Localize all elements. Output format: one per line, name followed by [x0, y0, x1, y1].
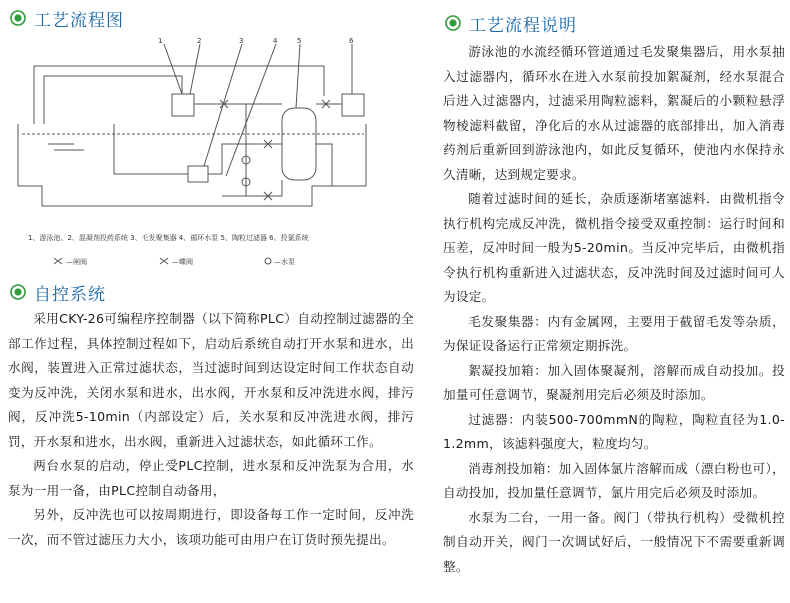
pipe-b	[208, 144, 282, 174]
flow-description-body	[443, 40, 785, 579]
paragraph: 另外，反冲洗也可以按周期进行，即设备每工作一定时间，反冲洗一次，而不管过滤压力大小，该项功能可由用户在订货时预先提出。	[8, 507, 414, 547]
process-flow-diagram	[14, 36, 414, 268]
heading-text: 工艺流程图	[34, 10, 124, 31]
chlorine-box-6	[342, 94, 364, 116]
auto-control-body	[8, 307, 414, 552]
legend-valve-symbol	[54, 258, 62, 264]
water-marks	[48, 144, 84, 150]
paragraph: 过滤器：内装500-700mmN的陶粒，陶粒直径为1.0-1.2mm，该滤料强度大，粒度均匀。	[443, 411, 785, 451]
leader-1	[164, 44, 182, 94]
pool-outline	[18, 124, 366, 206]
heading-text: 工艺流程说明	[469, 15, 577, 36]
legend-pump: —水泵	[274, 258, 295, 266]
section-heading-flow-description	[445, 10, 577, 36]
bullet-circle-icon	[10, 284, 26, 300]
paragraph: 消毒剂投加箱：加入固体氯片溶解而成（漂白粉也可），自动投加，投加量任意调节，氯片用完后必须及时添加。	[443, 460, 785, 500]
label-6: 6	[349, 37, 354, 45]
hair-collector-3	[188, 166, 208, 182]
section-heading-flow-diagram	[10, 5, 124, 31]
filter-tank-5	[282, 108, 316, 180]
dosing-box-2	[172, 94, 194, 116]
leader-5	[296, 44, 300, 108]
paragraph: 游泳池的水流经循环管道通过毛发聚集器后，用水泵抽入过滤器内，循环水在进入水泵前投加絮凝剂，经水泵混合后进入过滤器内，过滤采用陶粒滤料，絮凝后的小颗粒悬浮物棱滤料截留，净化后的水从过滤器的底部排出，加入消毒药剂后重新回到游泳池内，如此反复循环，使池内水保持永久清晰，达到规定要求。	[443, 44, 785, 182]
legend-check: —蝶阀	[172, 258, 193, 266]
section-heading-auto-control	[10, 279, 106, 305]
leader-4	[226, 44, 276, 176]
label-4: 4	[273, 37, 278, 45]
legend-valve: —闸阀	[66, 258, 87, 266]
return-pipe	[114, 124, 188, 174]
heading-text: 自控系统	[34, 284, 106, 305]
label-2: 2	[197, 37, 202, 45]
label-1: 1	[158, 37, 163, 45]
leader-2	[190, 44, 200, 94]
label-3: 3	[239, 37, 244, 45]
diagram-legend: 1、游泳池、2、混凝剂投药系统 3、毛发聚集器 4、循环水泵 5、陶粒过滤器 6、投氯系统	[28, 234, 309, 242]
label-5: 5	[297, 37, 302, 45]
bullet-circle-icon	[10, 10, 26, 26]
flow-diagram-svg	[14, 36, 414, 268]
inner-pipe	[44, 76, 182, 124]
legend-check-symbol	[160, 258, 168, 264]
paragraph: 两台水泵的启动，停止受PLC控制，进水泵和反冲洗泵为合用，水泵为一用一备，由PLC控制自动备用，	[8, 458, 414, 498]
paragraph: 絮凝投加箱：加入固体聚凝剂，溶解而成自动投加。投加量可任意调节，聚凝剂用完后必须及时添加。	[443, 362, 785, 402]
pipe-e	[316, 144, 332, 186]
paragraph: 随着过滤时间的延长，杂质逐渐堵塞滤料．由微机指令执行机构完成反冲洗，微机指令接受双重控制：运行时间和压差，反冲时间一般为5-20min。当反冲完毕后，由微机指令执行机构重新进入过滤状态，反冲洗时间及过滤时间可人为设定。	[443, 191, 785, 304]
top-pipe	[34, 66, 324, 124]
paragraph: 水泵为二台，一用一备。阀门（带执行机构）受微机控制自动开关，阀门一次调试好后，一般情况下不需要重新调整。	[443, 509, 785, 574]
paragraph: 采用CKY-26可编程序控制器（以下简称PLC）自动控制过滤器的全部工作过程，具体控制过程如下，启动后系统自动打开水泵和进水，出水阀，装置进入正常过滤状态，当过滤时间到达设定时间工作状态自动变为反冲洗，关闭水泵和进水，出水阀，开水泵和反冲洗进水阀，排污阀，反冲洗5-10min（内部设定）后，关水泵和反冲洗进水阀，排污罚，开水泵和进水，出水阀，重新进入过滤状态，如此循环工作。	[8, 311, 414, 449]
legend-pump-symbol	[265, 258, 271, 264]
bullet-circle-icon	[445, 15, 461, 31]
pipe-c	[222, 180, 282, 196]
paragraph: 毛发聚集器：内有金属网，主要用于截留毛发等杂质，为保证设备运行正常须定期拆洗。	[443, 313, 785, 353]
